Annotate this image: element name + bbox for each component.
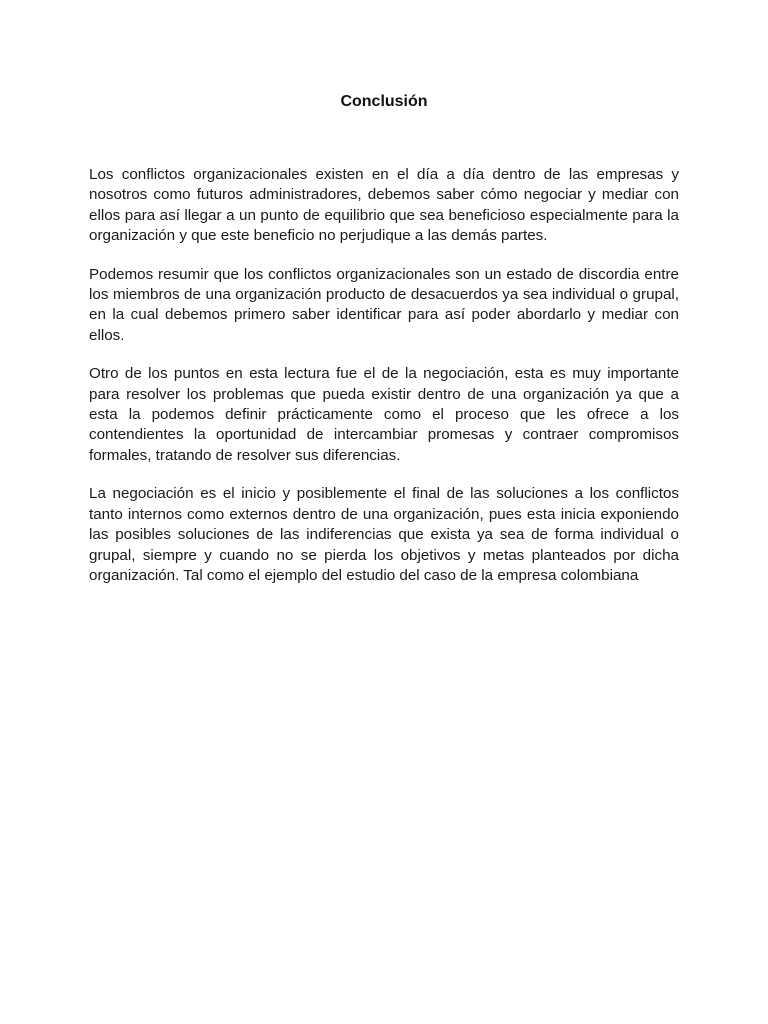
document-body (89, 165, 679, 604)
paragraph-3: Otro de los puntos en esta lectura fue el de la negociación, esta es muy importante para resolver los problemas que pueda existir dentro de una organización ya que a esta la podemos definir prácticamente como el proceso que les ofrece a los contendientes la oportunidad de intercambiar promesas y contraer compromisos formales, tratando de resolver sus diferencias. (89, 365, 679, 464)
paragraph-2: Podemos resumir que los conflictos organizacionales son un estado de discordia entre los miembros de una organización producto de desacuerdos ya sea individual o grupal, en la cual debemos primero saber identificar para así poder abordarlo y mediar con ellos. (89, 265, 679, 344)
paragraph-4: La negociación es el inicio y posiblemente el final de las soluciones a los conflictos tanto internos como externos dentro de una organización, pues esta inicia exponiendo las posibles soluciones de las indiferencias que exista ya sea de forma individual o grupal, siempre y cuando no se pierda los objetivos y metas planteados por dicha organización. Tal como el ejemplo del estudio del caso de la empresa colombiana (89, 485, 679, 584)
paragraph-1: Los conflictos organizacionales existen en el día a día dentro de las empresas y nosotros como futuros administradores, debemos saber cómo negociar y mediar con ellos para así llegar a un punto de equilibrio que sea beneficioso especialmente para la organización y que este beneficio no perjudique a las demás partes. (89, 166, 679, 245)
page-title: Conclusión (340, 93, 428, 110)
